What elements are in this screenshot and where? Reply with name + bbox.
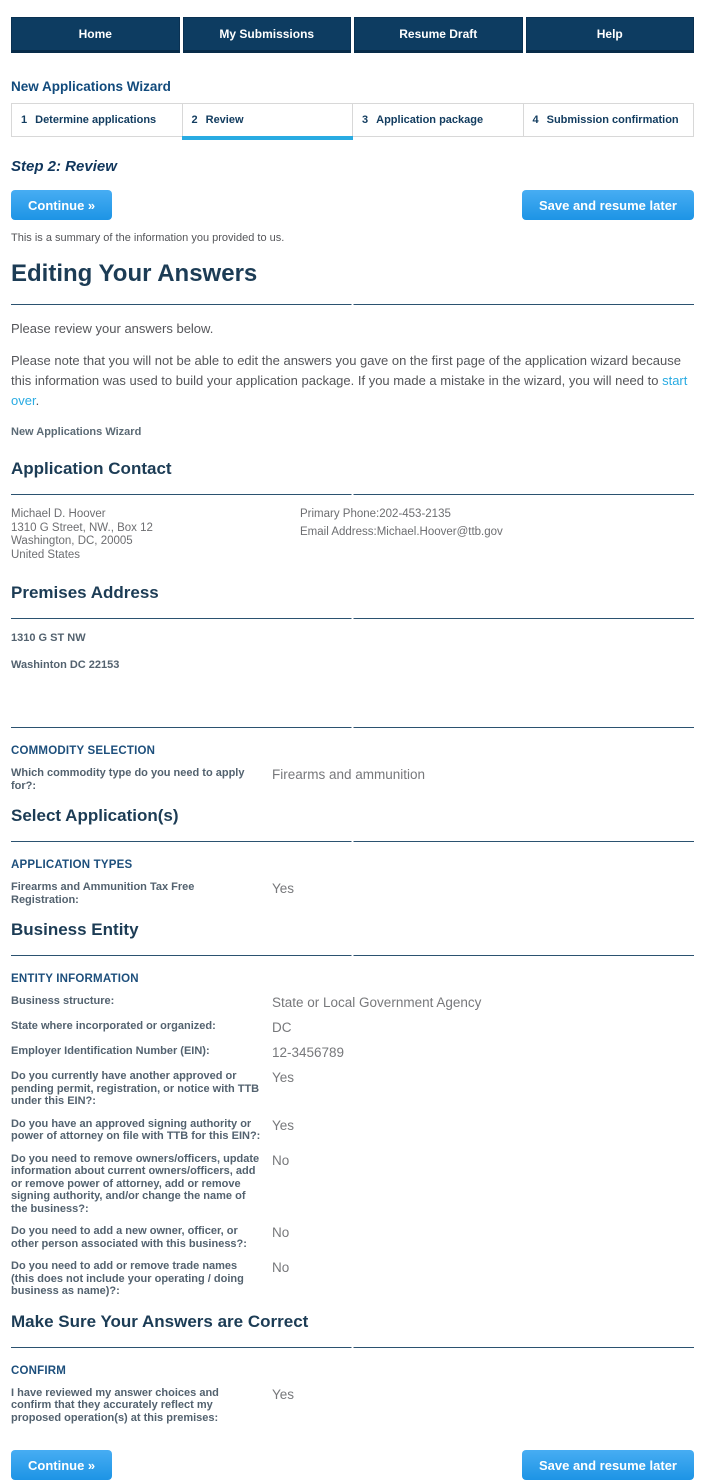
note-text-after: .: [35, 393, 40, 408]
divider: [11, 955, 694, 956]
intro-text: Please review your answers below.: [11, 321, 214, 336]
question-label: Business structure:: [11, 995, 115, 1007]
question-label: Do you currently have another approved or pending permit, registration, or notice with TTB under this EIN?:: [11, 1070, 260, 1107]
answer-value: State or Local Government Agency: [272, 995, 482, 1010]
business-entity-heading: Business Entity: [11, 920, 139, 939]
question-label: Do you need to add a new owner, officer, or other person associated with this business?:: [11, 1225, 247, 1250]
qa-row-commodity-type: [11, 767, 694, 792]
question-label: Do you have an approved signing authority or power of attorney on file with TTB for this EIN?:: [11, 1117, 261, 1142]
continue-button[interactable]: Continue »: [11, 190, 112, 220]
tab-number: 1: [21, 114, 28, 126]
nav-home-button[interactable]: Home: [11, 17, 180, 53]
question-label: Employer Identification Number (EIN):: [11, 1045, 210, 1057]
contact-address-line2: Washington, DC, 20005: [11, 535, 133, 547]
answer-value: No: [272, 1225, 290, 1240]
application-types-subheading: APPLICATION TYPES: [11, 859, 133, 871]
contact-address-block: [11, 508, 300, 562]
application-contact-block: [11, 508, 694, 562]
contact-phone: Primary Phone:202-453-2135: [300, 508, 451, 520]
divider: [11, 727, 694, 728]
start-over-link[interactable]: start over: [11, 373, 688, 408]
select-applications-heading: Select Application(s): [11, 806, 179, 825]
step-heading: Step 2: Review: [11, 158, 117, 175]
answer-value: DC: [272, 1020, 292, 1035]
note-text: [11, 351, 694, 411]
contact-phone-email-block: [300, 508, 694, 562]
question-label: Firearms and Ammunition Tax Free Registration:: [11, 881, 195, 906]
premises-city-state-zip: Washinton DC 22153: [11, 659, 120, 671]
tab-determine-applications[interactable]: [12, 104, 183, 136]
premises-street: 1310 G ST NW: [11, 632, 86, 644]
tab-label: Determine applications: [35, 113, 157, 126]
divider: [11, 841, 694, 842]
qa-row-tax-free-registration: [11, 881, 694, 906]
save-and-resume-button-bottom[interactable]: Save and resume later: [522, 1450, 694, 1480]
wizard-title: New Applications Wizard: [11, 79, 171, 94]
tab-number: 2: [191, 114, 198, 126]
entity-information-subheading: ENTITY INFORMATION: [11, 973, 139, 985]
divider: [11, 1347, 694, 1348]
top-action-row: [11, 190, 694, 220]
contact-name: Michael D. Hoover: [11, 508, 106, 520]
qa-row-trade-names: [11, 1260, 694, 1298]
qa-row-other-permit: [11, 1070, 694, 1108]
tab-number: 3: [362, 114, 369, 126]
qa-row-state-incorporated: [11, 1020, 694, 1035]
question-label: I have reviewed my answer choices and confirm that they accurately reflect my proposed operation(s) at this premises:: [11, 1386, 219, 1424]
tab-label: Submission confirmation: [546, 113, 679, 126]
premises-address-heading: Premises Address: [11, 583, 159, 602]
divider: [11, 618, 694, 619]
answer-value: Yes: [272, 881, 295, 896]
tab-application-package[interactable]: [353, 104, 524, 136]
spacer: [0, 671, 705, 711]
qa-row-confirm: [11, 1387, 694, 1425]
question-label: Do you need to remove owners/officers, update information about current owners/officers, add or remove power of attorney, add or remove signing authority, and/or change the name of the business?:: [11, 1152, 260, 1215]
confirm-subheading: CONFIRM: [11, 1364, 67, 1377]
tab-label: Application package: [376, 113, 484, 126]
application-contact-heading: Application Contact: [11, 459, 172, 478]
answer-value: No: [272, 1260, 290, 1275]
nav-my-submissions-button[interactable]: My Submissions: [183, 17, 352, 53]
tab-number: 4: [532, 114, 539, 126]
top-navigation: [11, 17, 694, 53]
save-and-resume-button[interactable]: Save and resume later: [522, 190, 694, 220]
qa-row-signing-authority: [11, 1118, 694, 1143]
answer-value: Yes: [272, 1386, 295, 1402]
commodity-selection-subheading: COMMODITY SELECTION: [11, 745, 156, 757]
question-label: Which commodity type do you need to apply for?:: [11, 767, 245, 792]
tab-submission-confirmation[interactable]: [524, 104, 694, 136]
answer-value: Yes: [272, 1070, 295, 1085]
qa-row-add-owner: [11, 1225, 694, 1250]
continue-button-bottom[interactable]: Continue »: [11, 1450, 112, 1480]
qa-row-ein: [11, 1045, 694, 1060]
contact-address-line1: 1310 G Street, NW., Box 12: [11, 521, 153, 534]
bottom-action-row: [11, 1450, 694, 1480]
qa-row-business-structure: [11, 995, 694, 1010]
nav-resume-draft-button[interactable]: Resume Draft: [354, 17, 523, 53]
note-text-before: Please note that you will not be able to edit the answers you gave on the first page of the application wizard because this information was used to build your application package. If you made a mistake in the wizard, you will need to: [11, 353, 681, 388]
nav-help-button[interactable]: Help: [526, 17, 695, 53]
divider: [11, 304, 694, 305]
answer-value: Yes: [272, 1117, 295, 1133]
summary-note: This is a summary of the information you provided to us.: [11, 232, 285, 244]
qa-row-remove-owners: [11, 1153, 694, 1216]
answers-correct-heading: Make Sure Your Answers are Correct: [11, 1311, 309, 1331]
divider: [11, 494, 694, 495]
wizard-subtitle: New Applications Wizard: [11, 426, 142, 438]
tab-label: Review: [205, 113, 244, 126]
question-label: State where incorporated or organized:: [11, 1020, 216, 1032]
question-label: Do you need to add or remove trade names (this does not include your operating / doing business as name)?:: [11, 1260, 244, 1297]
wizard-step-tabs: [11, 103, 694, 137]
answer-value: 12-3456789: [272, 1045, 345, 1060]
contact-address-line3: United States: [11, 548, 81, 561]
page-title: Editing Your Answers: [11, 260, 258, 287]
answer-value: Firearms and ammunition: [272, 767, 426, 782]
answer-value: No: [272, 1152, 290, 1168]
contact-email: Email Address:Michael.Hoover@ttb.gov: [300, 526, 503, 538]
tab-review[interactable]: [183, 104, 354, 136]
